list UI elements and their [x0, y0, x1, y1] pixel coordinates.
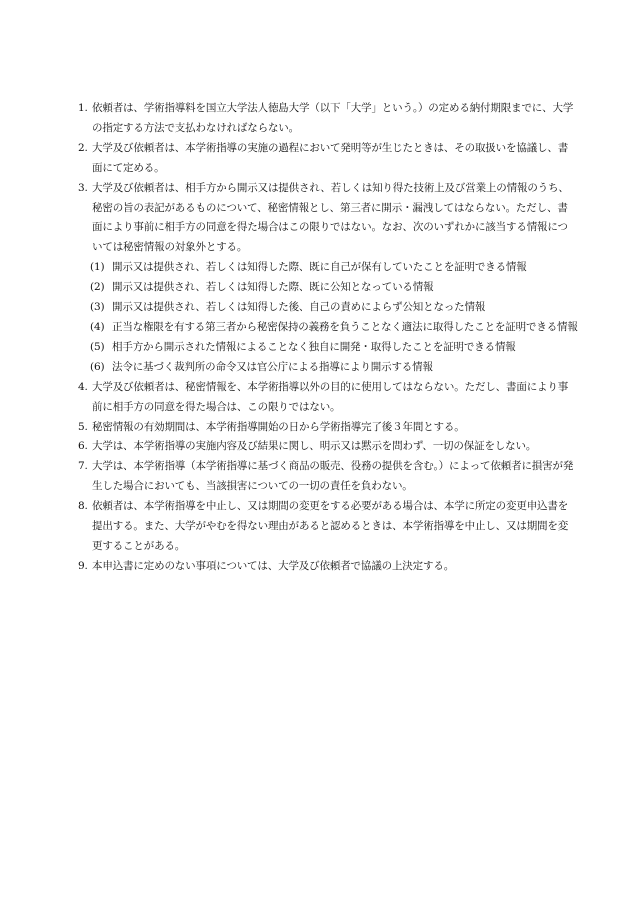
exception-text: 開示又は提供され、若しくは知得した際、既に公知となっている情報 — [112, 281, 434, 294]
exception-item — [90, 358, 578, 378]
exception-text: 相手方から開示された情報によることなく独自に開発・取得したことを証明できる情報 — [112, 340, 516, 353]
clause-text: 依頼者は、本学術指導を中止し、又は期間の変更をする必要がある場合は、本学に所定の変更申込書を提出する。また、大学がやむを得ない理由があると認めるときは、本学術指導を中止し、又は期間を変更することがある。 — [92, 500, 569, 552]
clause-5 — [78, 418, 578, 438]
clause-number: 4. — [78, 380, 88, 393]
clause-text: 本申込書に定めのない事項については、大学及び依頼者で協議の上決定する。 — [92, 559, 455, 572]
exception-text: 開示又は提供され、若しくは知得した後、自己の責めによらず公知となった情報 — [112, 301, 486, 314]
exception-text: 開示又は提供され、若しくは知得した際、既に自己が保有していたことを証明できる情報 — [112, 261, 527, 274]
exception-item — [90, 258, 578, 278]
exception-number: (6) — [90, 360, 105, 373]
clause-4 — [78, 378, 578, 418]
clause-number: 1. — [78, 102, 88, 114]
clause-2 — [78, 139, 578, 179]
clause-7 — [78, 457, 578, 497]
exception-number: (2) — [90, 281, 105, 294]
terms-list — [78, 99, 578, 577]
exception-text: 正当な権限を有する第三者から秘密保持の義務を負うことなく適法に取得したことを証明できる情報 — [112, 320, 578, 333]
clause-3-exceptions — [90, 258, 578, 377]
clause-number: 5. — [78, 420, 88, 433]
exception-number: (1) — [90, 261, 105, 274]
clause-6 — [78, 437, 578, 457]
clause-3 — [78, 179, 578, 259]
clause-number: 7. — [78, 460, 88, 473]
clause-number: 3. — [78, 181, 88, 194]
clause-number: 2. — [78, 141, 88, 154]
clause-text: 大学及び依頼者は、秘密情報を、本学術指導以外の目的に使用してはならない。ただし、書面により事前に相手方の同意を得た場合は、この限りではない。 — [92, 380, 569, 413]
clause-text: 依頼者は、学術指導料を国立大学法人徳島大学（以下「大学」という。）の定める納付期限までに、大学の指定する方法で支払わなければならない。 — [92, 102, 574, 134]
clause-text: 大学及び依頼者は、本学術指導の実施の過程において発明等が生じたときは、その取扱いを協議し、書面にて定める。 — [92, 141, 569, 174]
exception-number: (5) — [90, 340, 105, 353]
clause-9 — [78, 557, 578, 577]
exception-item — [90, 298, 578, 318]
clause-text: 大学は、本学術指導の実施内容及び結果に関し、明示又は黙示を問わず、一切の保証をしない。 — [92, 440, 537, 453]
clause-text: 大学は、本学術指導（本学術指導に基づく商品の販売、役務の提供を含む。）によって依頼者に損害が発生した場合においても、当該損害についての一切の責任を負わない。 — [92, 460, 574, 493]
clause-text: 秘密情報の有効期間は、本学術指導開始の日から学術指導完了後３年間とする。 — [92, 420, 465, 433]
exception-item — [90, 318, 578, 338]
clause-1 — [78, 99, 578, 139]
clause-number: 9. — [78, 559, 88, 572]
clause-text: 大学及び依頼者は、相手方から開示又は提供され、若しくは知り得た技術上及び営業上の情報のうち、秘密の旨の表記があるものについて、秘密情報とし、第三者に開示・漏洩してはならない。ただし、書面により事前に相手方の同意を得た場合はこの限りではない。なお、次のいずれかに該当する情報については秘密情報の対象外とする。 — [92, 181, 569, 254]
exception-item — [90, 338, 578, 358]
clause-8 — [78, 497, 578, 557]
clause-number: 8. — [78, 500, 88, 513]
exception-number: (4) — [90, 320, 105, 333]
exception-number: (3) — [90, 301, 105, 314]
exception-item — [90, 278, 578, 298]
exception-text: 法令に基づく裁判所の命令又は官公庁による指導により開示する情報 — [112, 360, 433, 373]
clause-number: 6. — [78, 440, 88, 453]
